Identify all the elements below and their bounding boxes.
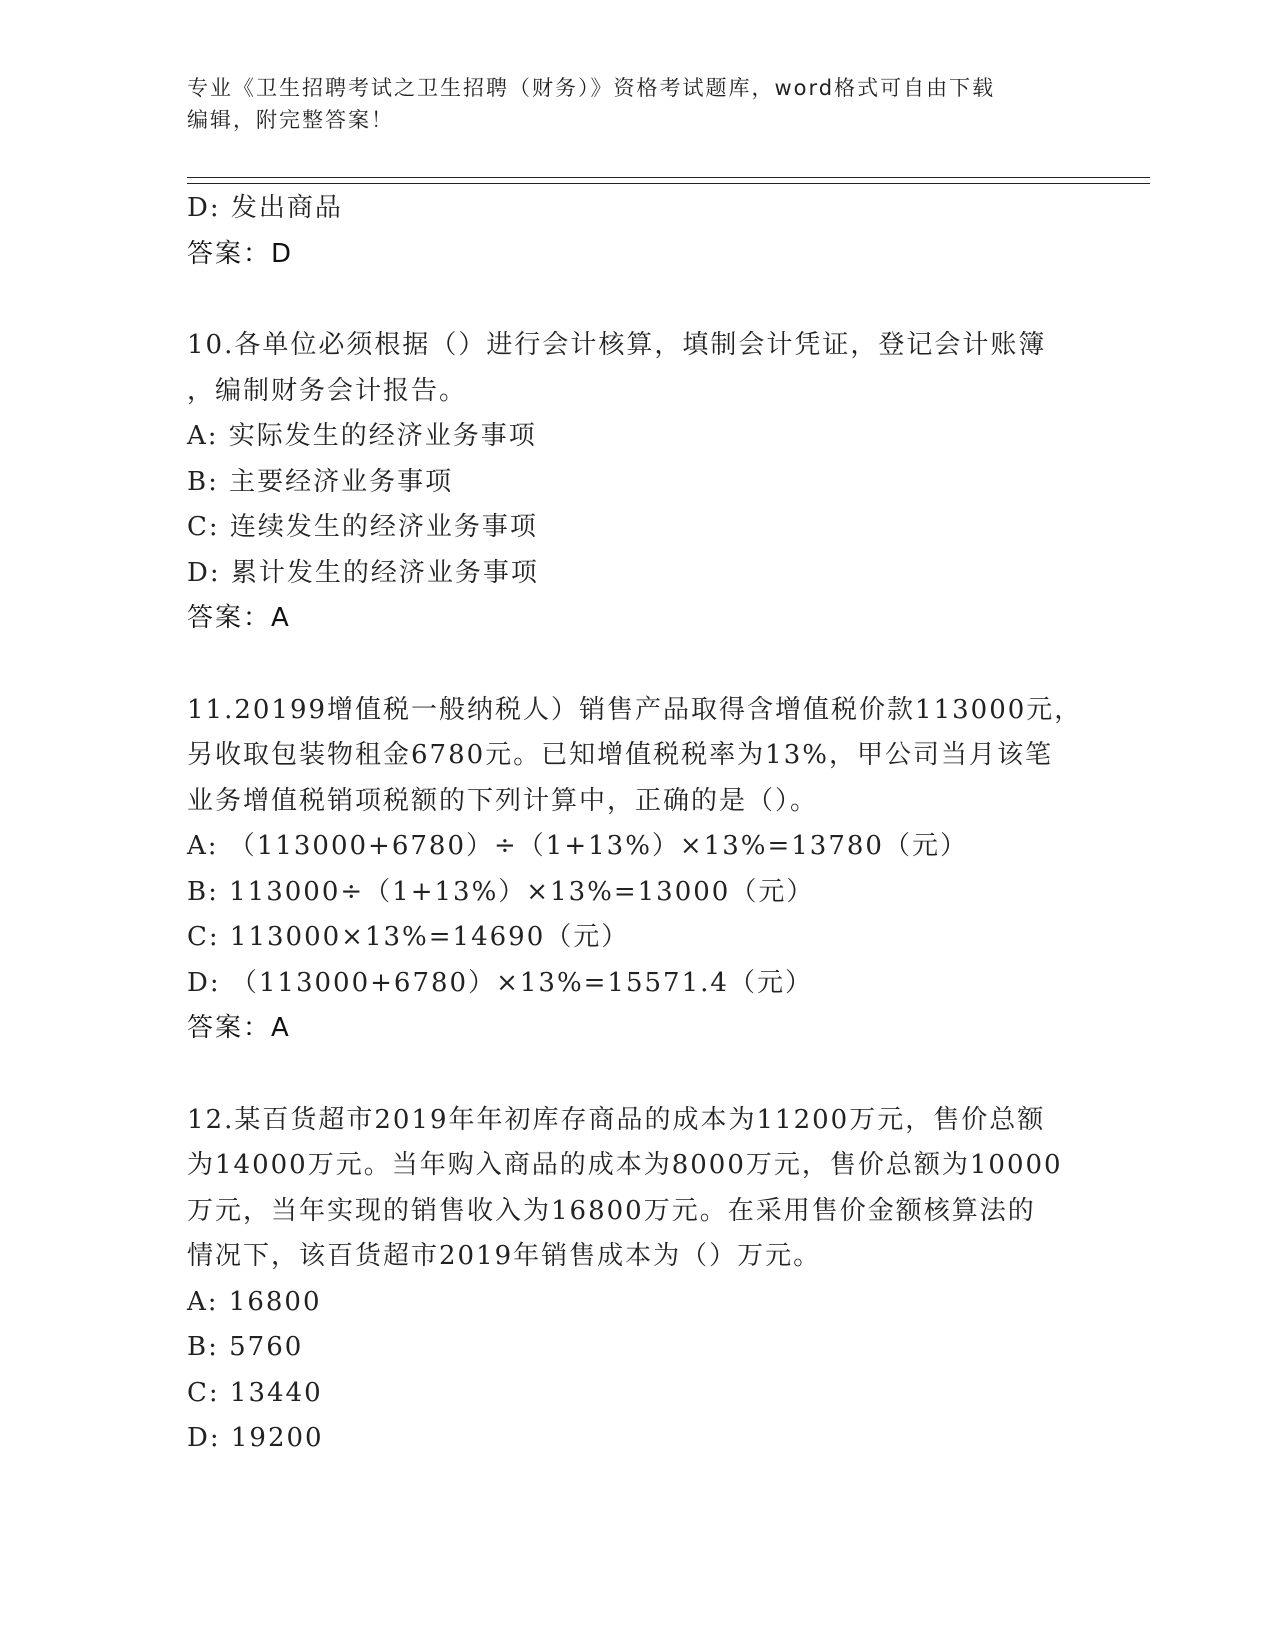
- question-block-prev: [187, 186, 1087, 277]
- question-stem: 10.各单位必须根据（）进行会计核算，填制会计凭证，登记会计账簿: [187, 330, 1047, 360]
- spacer: [187, 642, 1087, 688]
- spacer: [187, 1052, 1087, 1098]
- question-stem: 为14000万元。当年购入商品的成本为8000万元，售价总额为10000: [187, 1150, 1063, 1180]
- question-stem: 万元，当年实现的销售收入为16800万元。在采用售价金额核算法的: [187, 1195, 1036, 1226]
- option-a: A: （113000+6780）÷（1+13%）×13%=13780（元）: [187, 831, 968, 861]
- question-block-10: [187, 323, 1087, 642]
- answer: 答案：A: [187, 1013, 291, 1043]
- header-line-2: 编辑，附完整答案！: [187, 108, 394, 132]
- option-a: A: 实际发生的经济业务事项: [187, 421, 537, 451]
- question-block-12: [187, 1098, 1087, 1462]
- option-d: D: 19200: [187, 1423, 324, 1453]
- question-stem: 业务增值税销项税额的下列计算中，正确的是（）。: [187, 785, 819, 816]
- question-stem: ，编制财务会计报告。: [187, 375, 468, 406]
- question-list: [187, 186, 1087, 1462]
- option-c: C: 13440: [187, 1377, 323, 1408]
- question-stem: 另收取包装物租金6780元。已知增值税税率为13%，甲公司当月该笔: [187, 740, 1053, 770]
- header-divider-bottom: [187, 183, 1150, 184]
- option-b: B: 113000÷（1+13%）×13%=13000（元）: [187, 876, 815, 907]
- option-b: B: 5760: [187, 1332, 304, 1362]
- option-b: B: 主要经济业务事项: [187, 466, 454, 497]
- option-c: C: 113000×13%=14690（元）: [187, 922, 630, 952]
- header-divider-top: [187, 177, 1150, 178]
- option-a: A: 16800: [187, 1286, 322, 1317]
- document-header: [187, 72, 1087, 136]
- question-stem: 11.20199增值税一般纳税人）销售产品取得含增值税价款113000元，: [187, 694, 1083, 725]
- option-c: C: 连续发生的经济业务事项: [187, 512, 538, 542]
- option-d: D: 发出商品: [187, 193, 343, 223]
- question-stem: 12.某百货超市2019年年初库存商品的成本为11200万元，售价总额: [187, 1104, 1046, 1135]
- question-stem: 情况下，该百货超市2019年销售成本为（）万元。: [187, 1241, 822, 1271]
- answer: 答案：D: [187, 238, 294, 269]
- header-line-1: 专业《卫生招聘考试之卫生招聘（财务）》资格考试题库，word格式可自由下载: [187, 76, 996, 100]
- option-d: D: 累计发生的经济业务事项: [187, 557, 539, 588]
- question-block-11: [187, 688, 1087, 1052]
- option-d: D: （113000+6780）×13%=15571.4（元）: [187, 967, 813, 998]
- spacer: [187, 277, 1087, 323]
- answer: 答案：A: [187, 603, 291, 633]
